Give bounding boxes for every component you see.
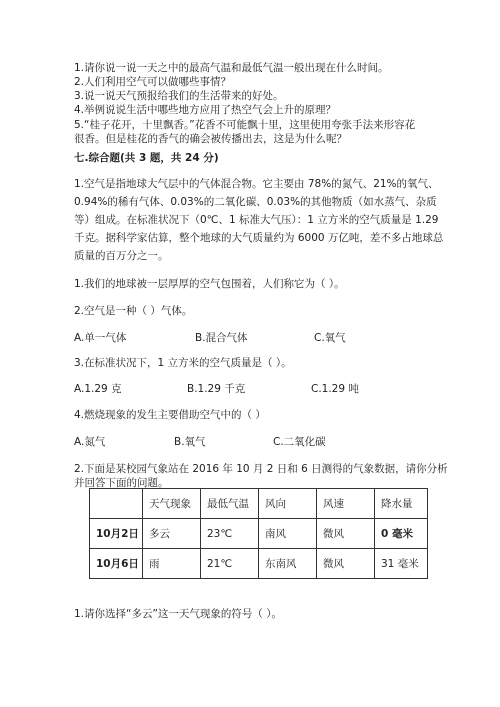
table-row	[90, 519, 428, 549]
table-cell: 南风	[259, 519, 317, 549]
question-item-continued: 很香。但是桂花的香气的确会被传播出去，这是为什么呢？	[74, 133, 347, 145]
table-header-cell: 风向	[259, 489, 317, 519]
option-c: C.1.29 吨	[311, 383, 359, 395]
table-cell: 微风	[317, 549, 375, 579]
option-b: B.1.29 千克	[187, 383, 246, 395]
passage-line: 1.空气是指地球大气层中的气体混合物。它主要由 78%的氮气、21%的氧气、	[74, 178, 439, 190]
table-cell: 0 毫米	[375, 519, 428, 549]
problem-2-intro: 2.下面是某校园气象站在 2016 年 10 月 2 日和 6 日测得的气象数据，请你分析	[74, 463, 448, 475]
table-cell: 31 毫米	[375, 549, 428, 579]
question-4: 4.燃烧现象的发生主要借助空气中的（ ）	[74, 409, 266, 421]
table-cell: 多云	[143, 519, 201, 549]
table-cell-date: 10月2日	[90, 519, 143, 549]
section-heading: 七.综合题(共 3 题，共 24 分)	[74, 152, 219, 164]
option-a: A.1.29 克	[74, 383, 122, 395]
table-header-cell	[90, 489, 143, 519]
table-cell: 21℃	[201, 549, 259, 579]
weather-data-table	[89, 488, 428, 579]
option-c: C.二氧化碳	[273, 436, 326, 448]
table-row	[90, 549, 428, 579]
option-b: B.混合气体	[195, 332, 248, 344]
passage-line: 等）组成。在标准状况下（0℃、1 标准大气压）：1 立方米的空气质量是 1.29	[74, 214, 439, 226]
question-item: 3.说一说天气预报给我们的生活带来的好处。	[74, 90, 284, 102]
passage-line: 质量的百万分之一。	[74, 250, 169, 262]
table-cell: 雨	[143, 549, 201, 579]
table-header-cell: 降水量	[375, 489, 428, 519]
question-1: 1.我们的地球被一层厚厚的空气包围着，人们称它为（ ）。	[74, 278, 345, 290]
option-a: A.氮气	[74, 436, 106, 448]
table-header-cell: 最低气温	[201, 489, 259, 519]
option-b: B.氧气	[174, 436, 206, 448]
option-a: A.单一气体	[74, 332, 127, 344]
problem-2-question-1: 1.请你选择“多云”这一天气现象的符号（ ）。	[74, 608, 282, 620]
table-cell: 微风	[317, 519, 375, 549]
passage-line: 0.94%的稀有气体、0.03%的二氧化碳、0.03%的其他物质（如水蒸气、杂质	[74, 196, 437, 208]
table-cell: 东南风	[259, 549, 317, 579]
table-cell: 23℃	[201, 519, 259, 549]
table-cell-date: 10月6日	[90, 549, 143, 579]
table-header-cell: 天气现象	[143, 489, 201, 519]
table-header-cell: 风速	[317, 489, 375, 519]
option-c: C.氧气	[314, 332, 346, 344]
question-2: 2.空气是一种（ ）气体。	[74, 305, 193, 317]
problem-2-intro-line-2: 并回答下面的问题。	[74, 477, 169, 489]
question-item: 1.请你说一说一天之中的最高气温和最低气温一般出现在什么时间。	[74, 62, 389, 74]
question-item: 5.“桂子花开，十里飘香。”花香不可能飘十里，这里使用夸张手法来形容花	[74, 119, 416, 131]
question-item: 2.人们利用空气可以做哪些事情？	[74, 76, 232, 88]
question-item: 4.举例说说生活中哪些地方应用了热空气会上升的原理？	[74, 104, 337, 116]
passage-line: 千克。据科学家估算，整个地球的大气质量约为 6000 万亿吨，差不多占地球总	[74, 232, 444, 244]
question-3: 3.在标准状况下，1 立方米的空气质量是（ ）。	[74, 357, 292, 369]
table-header-row	[90, 489, 428, 519]
